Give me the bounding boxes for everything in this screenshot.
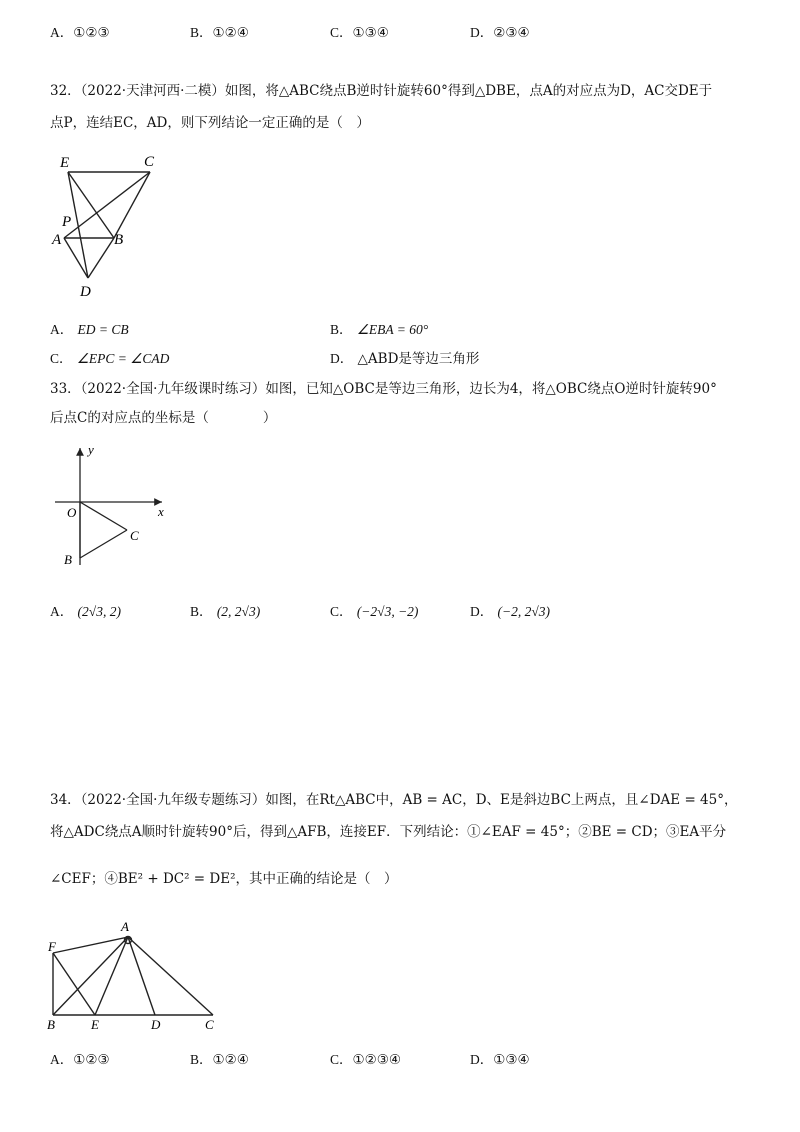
q33-options	[50, 600, 750, 620]
label-c: C	[130, 528, 139, 543]
q31-option-b[interactable]: B．①②④	[190, 25, 249, 41]
segment-fe	[53, 953, 95, 1015]
q32-stem-line1: 32．（2022·天津河西·二模）如图，将△ABC绕点B逆时针旋转60°得到△DBE，点A的对应点为D，AC交DE于	[50, 83, 713, 99]
q32-options-row1	[50, 318, 750, 338]
q34-stem-line3: ∠CEF；④BE² + DC² = DE²，其中正确的结论是（ ）	[50, 871, 398, 887]
label-o: O	[67, 505, 77, 520]
label-c: C	[144, 154, 155, 170]
label-b: B	[114, 232, 124, 248]
q33-option-b[interactable]: B． (2, 2√3)	[190, 604, 261, 619]
segment-oc	[80, 502, 127, 530]
label-d: D	[151, 1017, 161, 1032]
q33-option-a[interactable]: A． (2√3, 2)	[50, 604, 121, 619]
label-e: E	[60, 155, 70, 171]
q33-figure	[50, 440, 180, 575]
q32-option-b[interactable]: B． ∠EBA = 60°	[330, 322, 429, 337]
q34-option-b[interactable]: B．①②④	[190, 1052, 249, 1068]
q32-figure	[48, 150, 168, 298]
segment-ae	[95, 937, 128, 1015]
label-x: x	[158, 504, 164, 519]
q32-stem-line2: 点P，连结EC，AD，则下列结论一定正确的是（ ）	[50, 115, 370, 131]
label-y: y	[88, 442, 94, 457]
q34-options	[50, 1048, 750, 1068]
q34-stem-line1: 34．（2022·全国·九年级专题练习）如图，在Rt△ABC中，AB = AC，D、E是斜边BC上两点，且∠DAE = 45°，	[50, 792, 738, 808]
q34-option-c[interactable]: C．①②③④	[330, 1052, 401, 1068]
q33-stem-line1: 33．（2022·全国·九年级课时练习）如图，已知△OBC是等边三角形，边长为4，将△OBC绕点O逆时针旋转90°	[50, 381, 717, 397]
segment-fa	[53, 937, 128, 953]
q32-options-row2	[50, 347, 750, 367]
q31-option-a[interactable]: A．①②③	[50, 25, 110, 41]
q31-options	[50, 21, 750, 41]
q33-stem-line2: 后点C的对应点的坐标是（ ）	[50, 410, 277, 426]
label-f: F	[48, 939, 56, 954]
q32-option-c[interactable]: C． ∠EPC = ∠CAD	[50, 351, 170, 366]
q31-option-d[interactable]: D．②③④	[470, 25, 530, 41]
label-p: P	[62, 214, 72, 230]
label-e: E	[91, 1017, 99, 1032]
segment-bd	[88, 238, 114, 278]
segment-ab	[53, 937, 128, 1015]
q32-option-d[interactable]: D． △ABD是等边三角形	[330, 351, 480, 367]
q33-option-c[interactable]: C． (−2√3, −2)	[330, 604, 419, 619]
q33-option-d[interactable]: D． (−2, 2√3)	[470, 604, 551, 619]
label-b: B	[47, 1017, 55, 1032]
label-b: B	[64, 552, 72, 567]
segment-bc	[80, 530, 127, 558]
q34-stem-line2: 将△ADC绕点A顺时针旋转90°后，得到△AFB，连接EF．下列结论：①∠EAF = 45°；②BE = CD；③EA平分	[50, 824, 727, 840]
q32-option-a[interactable]: A． ED = CB	[50, 322, 129, 337]
label-a: A	[121, 919, 129, 934]
q31-option-c[interactable]: C．①③④	[330, 25, 389, 41]
q34-option-a[interactable]: A．①②③	[50, 1052, 110, 1068]
label-a: A	[52, 232, 62, 248]
q34-option-d[interactable]: D．①③④	[470, 1052, 530, 1068]
q34-figure	[45, 915, 225, 1033]
label-c: C	[205, 1017, 214, 1032]
label-d: D	[80, 284, 91, 298]
segment-cb	[114, 172, 150, 238]
segment-ac	[128, 937, 213, 1015]
